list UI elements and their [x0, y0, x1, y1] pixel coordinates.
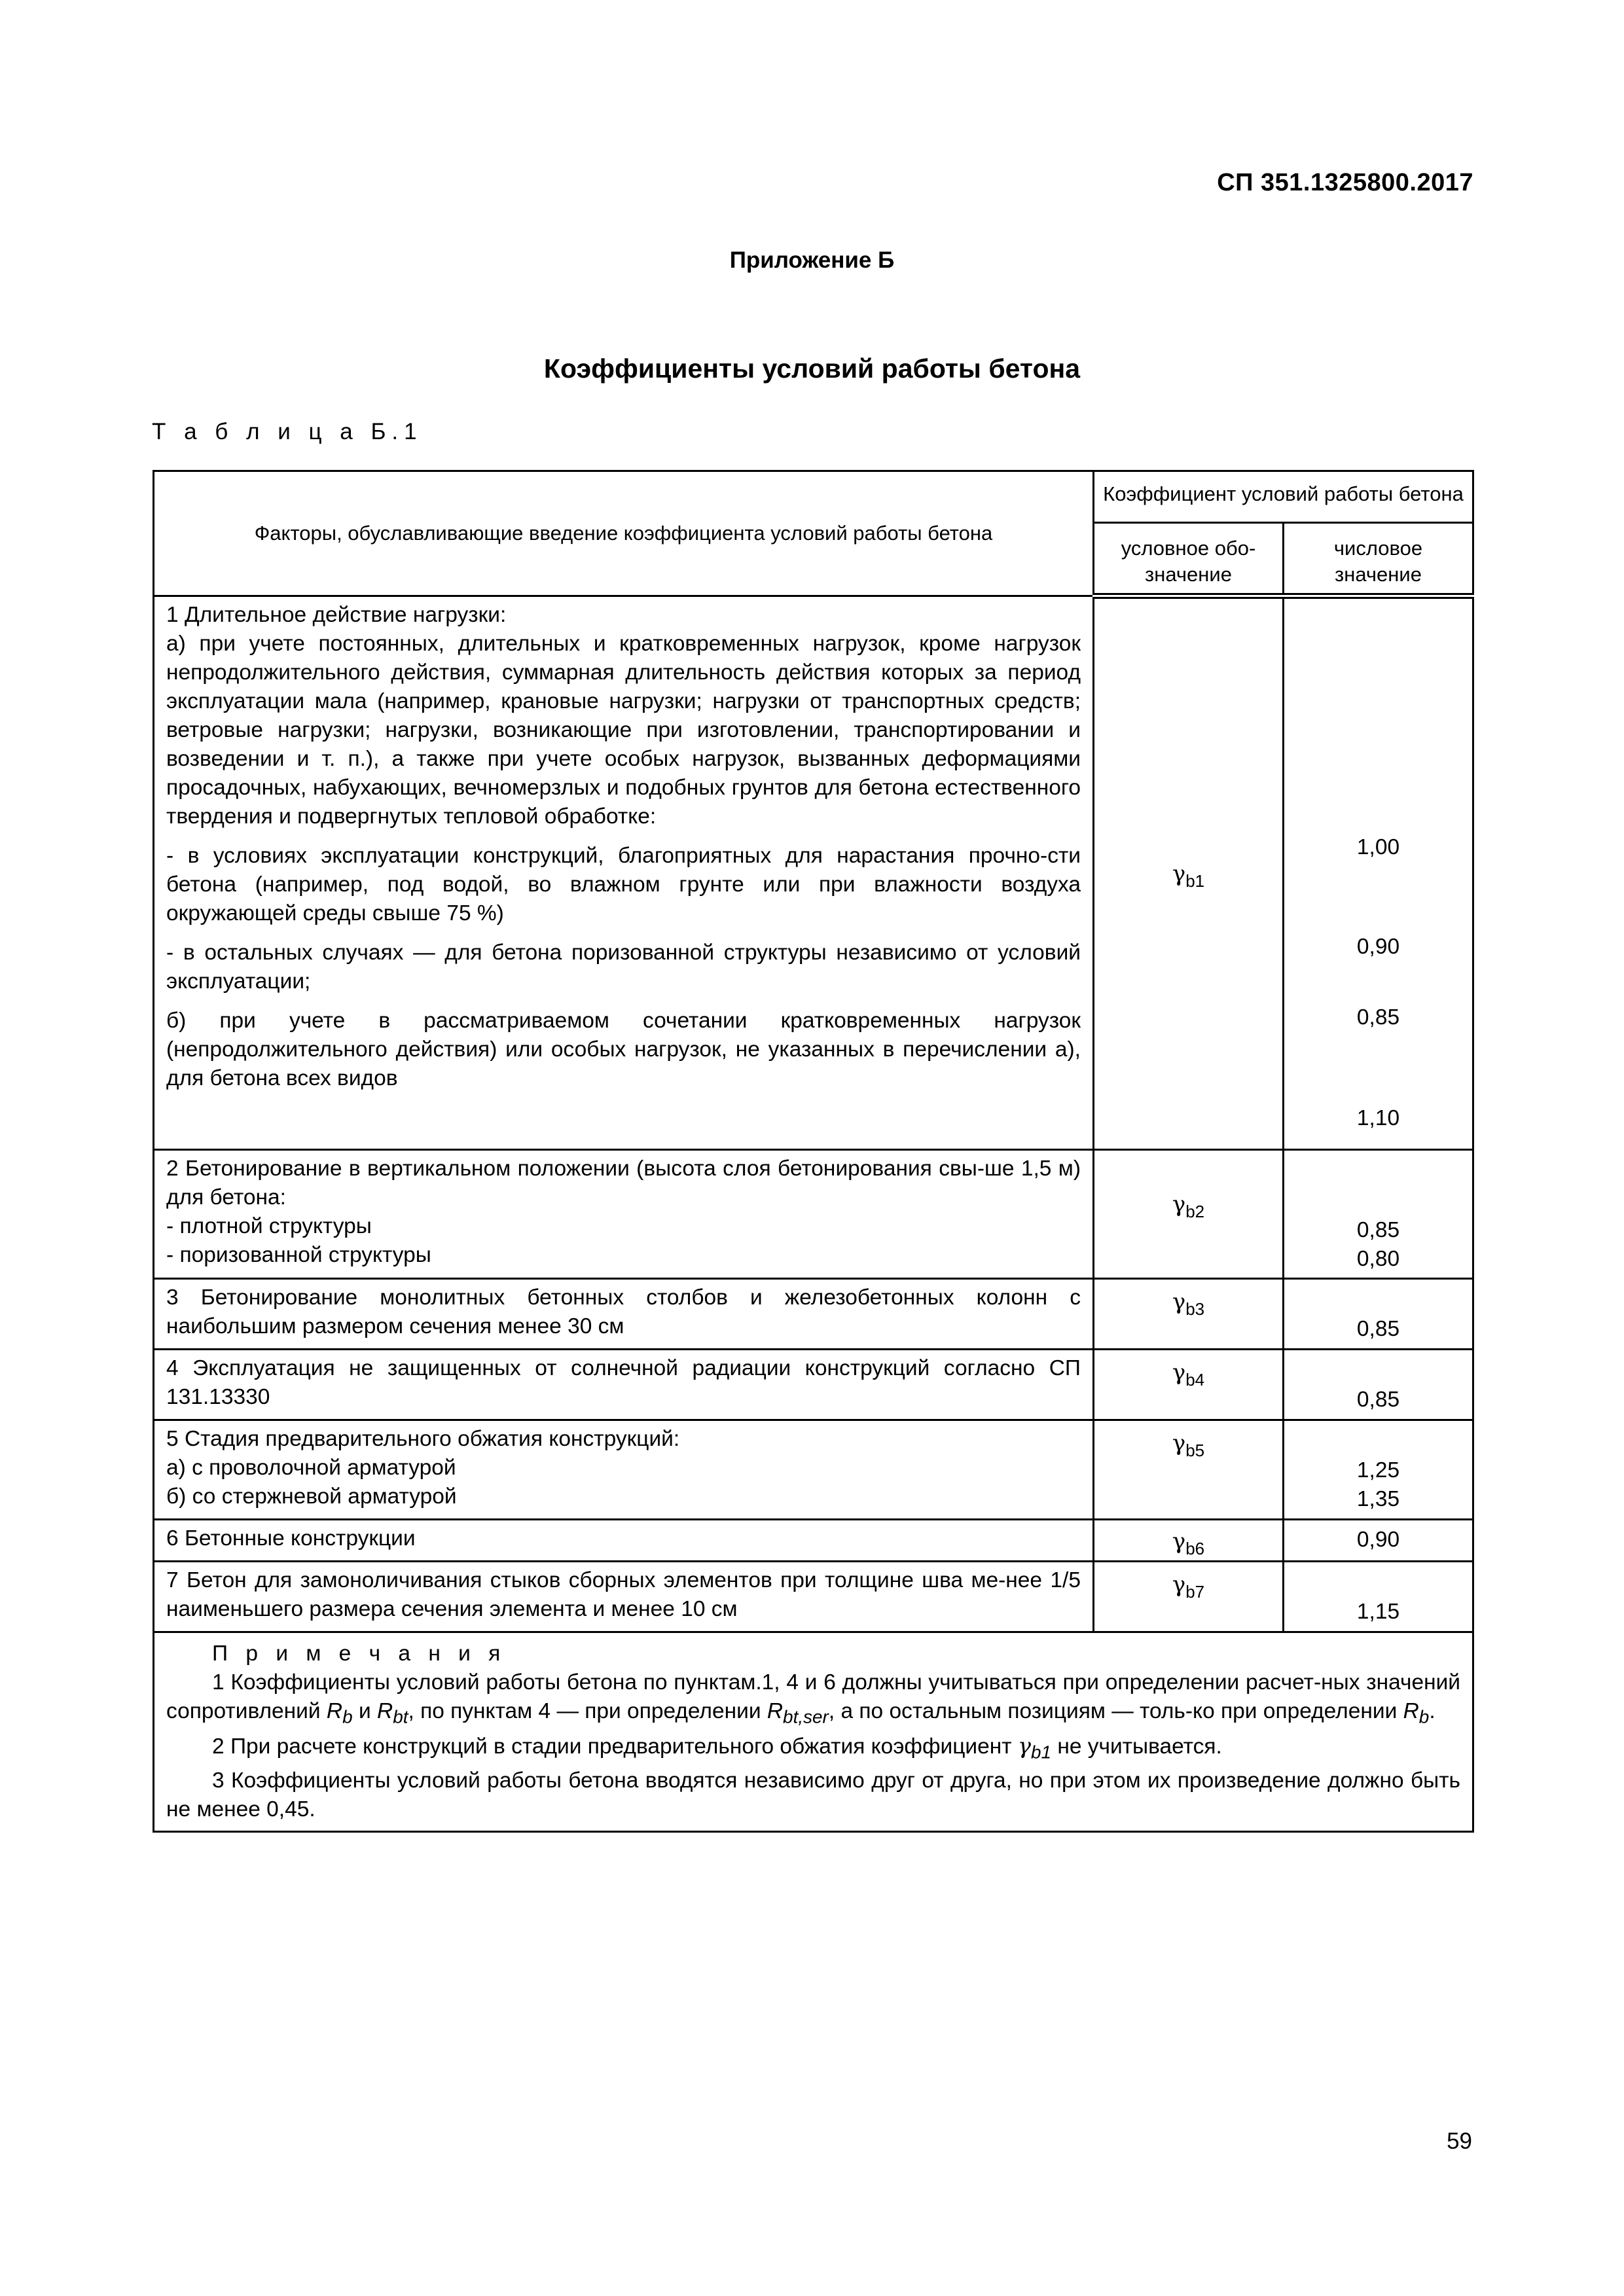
table-row: [154, 1150, 1473, 1279]
appendix-label: Приложение Б: [729, 247, 895, 273]
table-label: Т а б л и ц а Б.1: [152, 419, 423, 444]
row-values: 0,90: [1284, 1520, 1473, 1562]
table-row: [154, 596, 1473, 1150]
row-description: 7 Бетон для замоноличивания стыков сборных элементов при толщине шва ме-нее 1/5 наименьшего размера сечения элемента и менее 10 см: [154, 1562, 1094, 1632]
row-description: 5 Стадия предварительного обжатия конструкций: а) с проволочной арматурой б) со стержневой арматурой: [154, 1420, 1094, 1520]
table-row: [154, 1279, 1473, 1350]
page-title: Коэффициенты условий работы бетона: [543, 353, 1081, 384]
coefficients-table: [153, 470, 1474, 1833]
page-number: 59: [1447, 2128, 1472, 2154]
notes-title: П р и м е ч а н и я: [212, 1641, 507, 1666]
row-values: 1,15: [1284, 1562, 1473, 1632]
row-description: 1 Длительное действие нагрузки: а) при учете постоянных, длительных и кратковременных нагрузок, кроме нагрузок непродолжительного действия, суммарная длительность действия которых за период эксплуатации мала (например, крановые нагрузки; нагрузки от транспортных средств; ветровые нагрузки; нагрузки, возникающие при изготовлении, транспортировании и возведении и т. п.), а также при учете особых нагрузок, вызванных деформациями просадочных, набухающих, вечномерзлых и подобных грунтов для бетона естественного твердения и подвергнутых тепловой обработке: - в условиях эксплуатации конструкций, благоприятных для нарастания прочно-сти бетона (например, под водой, во влажном грунте или при влажности воздуха окружающей среды свыше 75 %) - в остальных случаях — для бетона поризованной структуры независимо от условий эксплуатации; б) при учете в рассматриваемом сочетании кратковременных нагрузок (непродолжительного действия) или особых нагрузок, не указанных в перечислении а), для бетона всех видов: [154, 596, 1094, 1150]
row-symbol: $\gamma_{b6}$: [1094, 1520, 1284, 1562]
row-description: 6 Бетонные конструкции: [154, 1520, 1094, 1562]
document-code: СП 351.1325800.2017: [1217, 169, 1473, 196]
note-1: 1 Коэффициенты условий работы бетона по пунктам.1, 4 и 6 должны учитываться при определении расчет-ных значений сопротивлений $R_b$ и $R_{bt}$, по пунктам 4 — при определении $R_{bt,ser}$, а по остальным позициям — толь-ко при определении $R_b$.: [166, 1670, 1461, 1727]
row-values: 0,85: [1284, 1350, 1473, 1420]
header-value: числовое значение: [1284, 523, 1473, 596]
row-symbol: $\gamma_{b7}$: [1094, 1562, 1284, 1632]
header-symbol: условное обо-значение: [1094, 523, 1284, 596]
row-values: 0,85: [1284, 1279, 1473, 1350]
notes: [154, 1632, 1473, 1832]
row-description: 2 Бетонирование в вертикальном положении (высота слоя бетонирования свы-ше 1,5 м) для бетона: - плотной структуры - поризованной структуры: [154, 1150, 1094, 1279]
table-row: [154, 1520, 1473, 1562]
row-description: 4 Эксплуатация не защищенных от солнечной радиации конструкций согласно СП 131.13330: [154, 1350, 1094, 1420]
row-values: 1,00 0,90 0,85 1,10: [1284, 596, 1473, 1150]
row-symbol: $\gamma_{b4}$: [1094, 1350, 1284, 1420]
note-3: 3 Коэффициенты условий работы бетона вводятся независимо друг от друга, но при этом их произведение должно быть не менее 0,45.: [166, 1768, 1461, 1822]
table-row: [154, 1562, 1473, 1632]
row-values: 1,25 1,35: [1284, 1420, 1473, 1520]
notes-row: [154, 1632, 1473, 1832]
header-coefficient: Коэффициент условий работы бетона: [1094, 471, 1473, 523]
row-values: 0,85 0,80: [1284, 1150, 1473, 1279]
row-symbol: $\gamma_{b3}$: [1094, 1279, 1284, 1350]
row-symbol: $\gamma_{b1}$: [1094, 596, 1284, 1150]
row-symbol: $\gamma_{b5}$: [1094, 1420, 1284, 1520]
table-row: [154, 1420, 1473, 1520]
row-description: 3 Бетонирование монолитных бетонных столбов и железобетонных колонн с наибольшим размером сечения менее 30 см: [154, 1279, 1094, 1350]
row-symbol: $\gamma_{b2}$: [1094, 1150, 1284, 1279]
header-factors: Факторы, обуславливающие введение коэффициента условий работы бетона: [154, 471, 1094, 596]
table-row: [154, 1350, 1473, 1420]
note-2: 2 При расчете конструкций в стадии предварительного обжатия коэффициент $\gamma_{b1}$ не учитывается.: [212, 1732, 1222, 1763]
